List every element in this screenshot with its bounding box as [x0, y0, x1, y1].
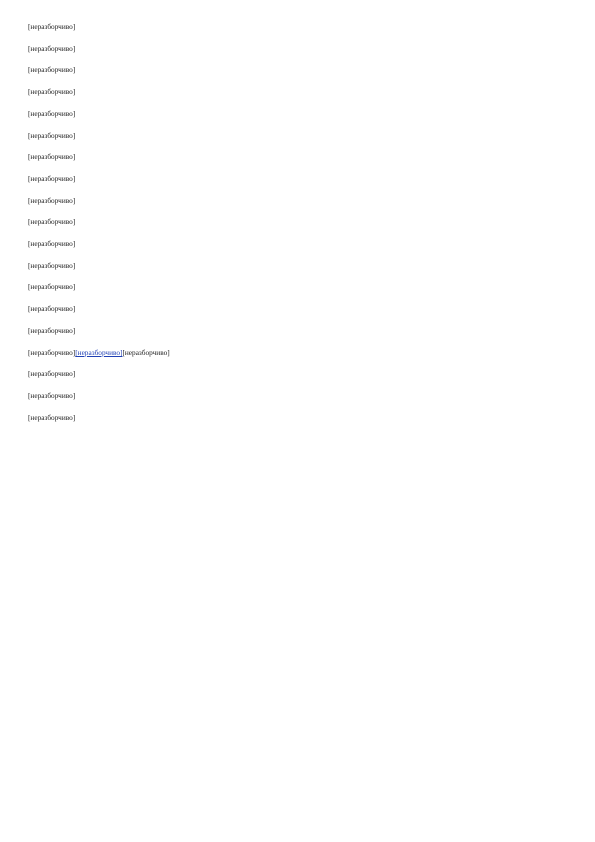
- clause-2-18-text-before: [неразборчиво]: [28, 347, 76, 357]
- list-item-2-17-e: [неразборчиво]: [28, 195, 76, 205]
- list-item-2-17-f: [неразборчиво]: [28, 217, 76, 227]
- list-item-2-17-j: [неразборчиво]: [28, 304, 76, 314]
- list-item-2-18-a: [неразборчиво]: [28, 369, 76, 379]
- list-item-2-17-b: [неразборчиво]: [28, 130, 76, 140]
- paragraph-sziv-requirements-sub2: [неразборчиво]: [28, 43, 76, 53]
- paragraph-clause-2-16: [неразборчиво]: [28, 65, 76, 75]
- clause-2-18-text-after: [неразборчиво]: [122, 347, 170, 357]
- list-item-2-17-c: [неразборчиво]: [28, 152, 76, 162]
- list-item-2-17-i: [неразборчиво]: [28, 282, 76, 292]
- list-item-2-18-b: [неразборчиво]: [28, 390, 76, 400]
- rd-document-link[interactable]: [неразборчиво]: [75, 347, 123, 357]
- paragraph-sziv-requirements-sub1: [неразборчиво]: [28, 22, 76, 31]
- list-item-2-17-d: [неразборчиво]: [28, 173, 76, 183]
- list-item-2-18-c: [неразборчиво]: [28, 412, 76, 422]
- list-item-2-17-h: [неразборчиво]: [28, 260, 76, 270]
- paragraph-clause-2-17: [неразборчиво]: [28, 87, 76, 97]
- list-item-2-17-g: [неразборчиво]: [28, 239, 76, 249]
- list-item-2-17-k: [неразборчиво]: [28, 325, 76, 335]
- paragraph-clause-2-18: [28, 348, 566, 358]
- list-item-2-17-a: [неразборчиво]: [28, 108, 76, 118]
- document-body: [28, 22, 566, 423]
